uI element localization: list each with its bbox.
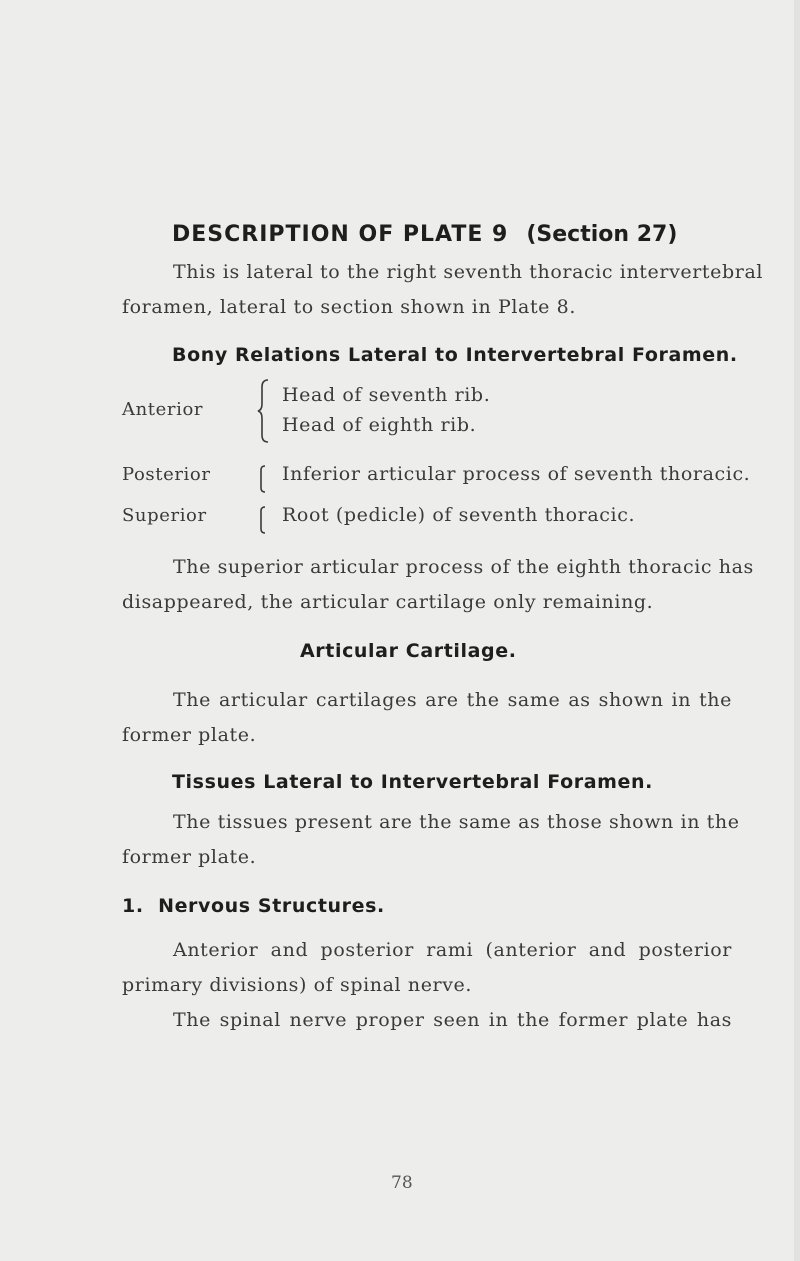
relation-label-anterior: Anterior bbox=[122, 399, 204, 420]
superior-note-paragraph bbox=[122, 550, 754, 620]
plate-title bbox=[172, 222, 677, 247]
nervous-structures-heading: 1. Nervous Structures. bbox=[122, 895, 385, 917]
anterior-brace bbox=[256, 377, 272, 445]
nervous-paragraph bbox=[122, 933, 732, 1038]
intro-line-2: foramen, lateral to section shown in Plate 8. bbox=[122, 296, 576, 318]
anterior-item-2: Head of eighth rib. bbox=[282, 414, 477, 436]
cartilage-paragraph bbox=[122, 683, 732, 753]
posterior-brace bbox=[256, 464, 268, 494]
plate-title-section: (Section 27) bbox=[526, 222, 678, 247]
intro-paragraph bbox=[122, 255, 764, 325]
page-number: 78 bbox=[391, 1173, 413, 1193]
plate-title-main: DESCRIPTION OF PLATE 9 bbox=[172, 222, 509, 247]
page-edge-shadow bbox=[794, 0, 800, 1261]
superior-note-line-1: The superior articular process of the eighth thoracic has bbox=[173, 556, 754, 578]
relation-label-superior: Superior bbox=[122, 505, 207, 526]
nervous-line-2: primary divisions) of spinal nerve. bbox=[122, 974, 473, 996]
bony-relations-heading: Bony Relations Lateral to Intervertebral Foramen. bbox=[172, 344, 738, 366]
articular-cartilage-heading: Articular Cartilage. bbox=[300, 640, 517, 662]
cartilage-line-2: former plate. bbox=[122, 724, 257, 746]
relation-label-posterior: Posterior bbox=[122, 464, 211, 485]
tissues-paragraph bbox=[122, 805, 740, 875]
cartilage-line-1: The articular cartilages are the same as shown in the bbox=[173, 689, 732, 711]
intro-line-1: This is lateral to the right seventh thoracic intervertebral bbox=[173, 261, 764, 283]
tissues-line-1: The tissues present are the same as those shown in the bbox=[173, 811, 740, 833]
posterior-item: Inferior articular process of seventh thoracic. bbox=[282, 463, 751, 485]
nervous-line-3: The spinal nerve proper seen in the former plate has bbox=[173, 1009, 732, 1031]
tissues-line-2: former plate. bbox=[122, 846, 257, 868]
superior-note-line-2: disappeared, the articular cartilage only remaining. bbox=[122, 591, 654, 613]
superior-brace bbox=[256, 505, 268, 535]
nervous-line-1: Anterior and posterior rami (anterior and posterior bbox=[173, 939, 732, 961]
anterior-item-1: Head of seventh rib. bbox=[282, 384, 491, 406]
superior-item: Root (pedicle) of seventh thoracic. bbox=[282, 504, 636, 526]
tissues-heading: Tissues Lateral to Intervertebral Foramen. bbox=[172, 771, 653, 793]
